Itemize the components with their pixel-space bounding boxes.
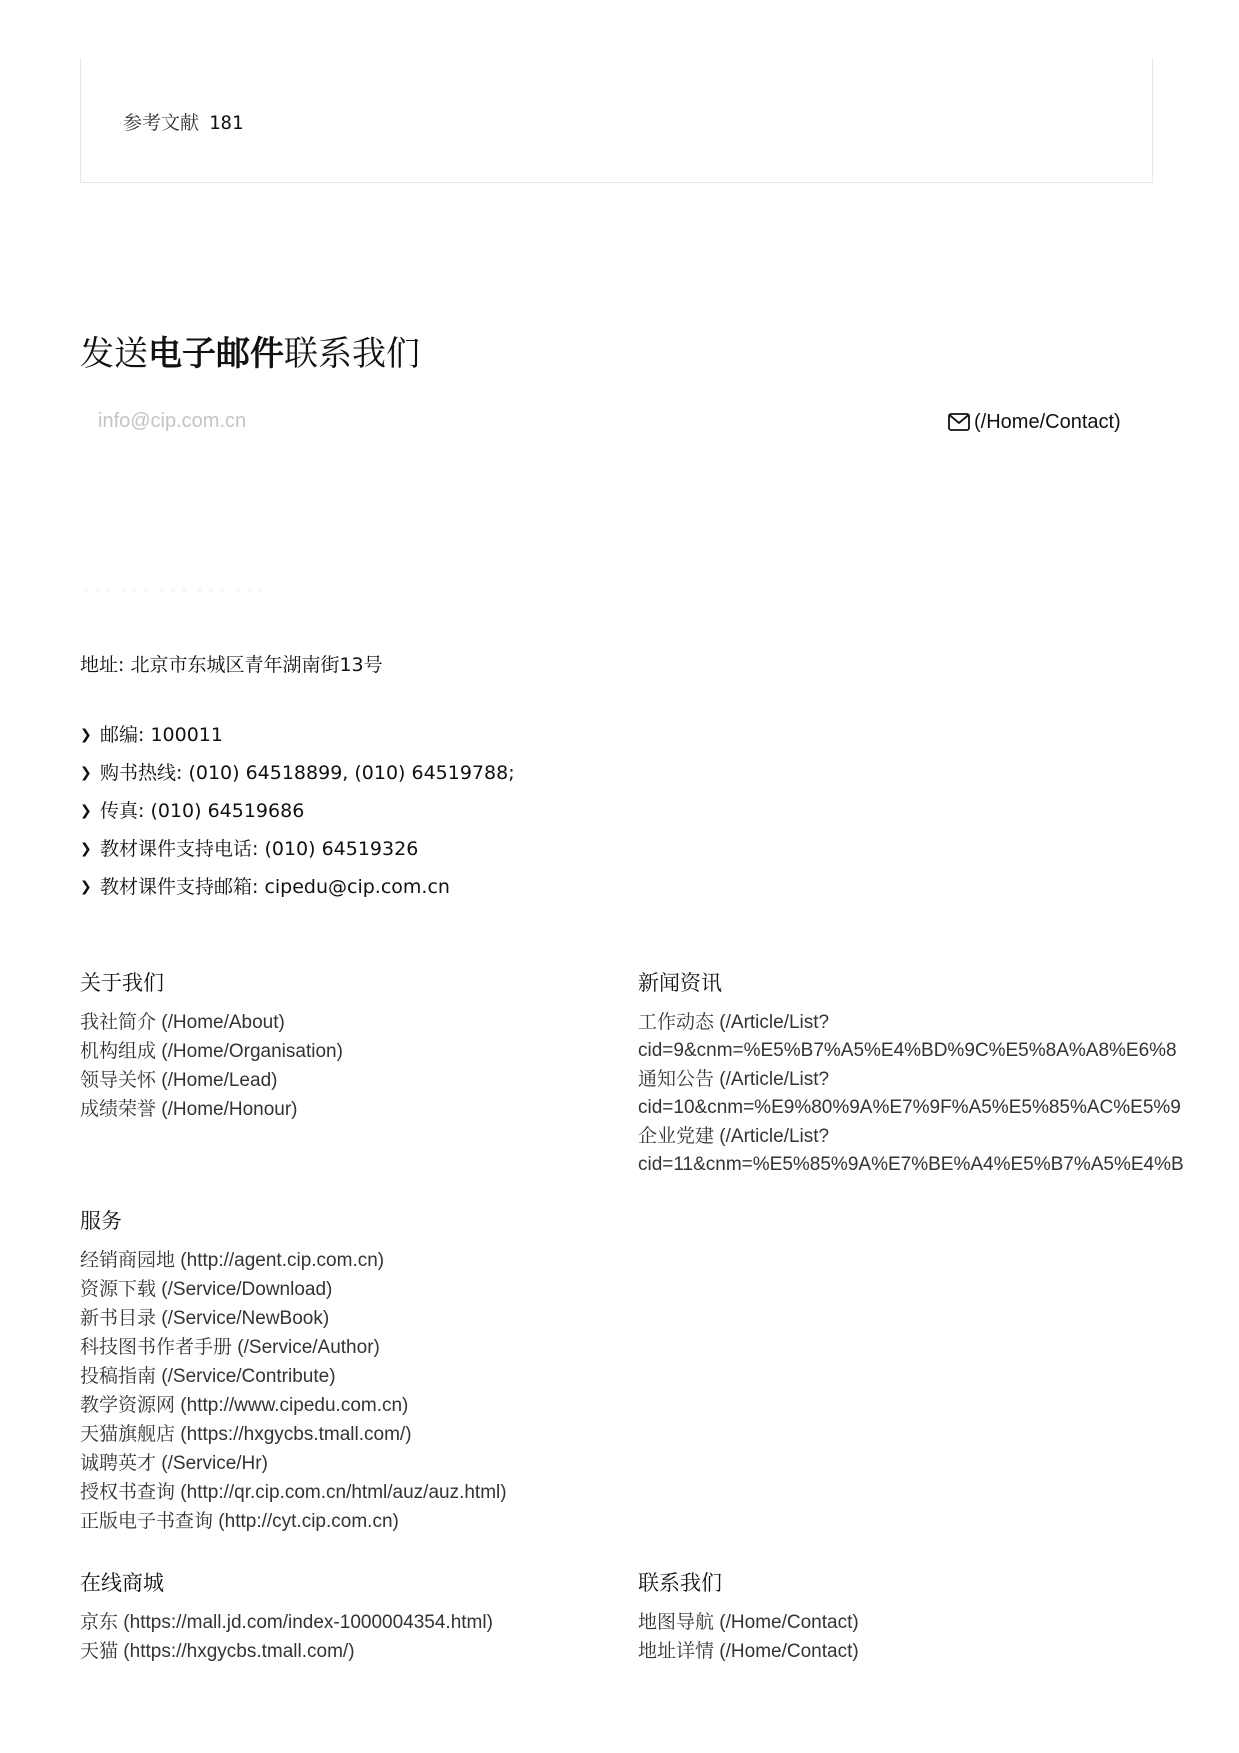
footer-services-column [80, 1206, 507, 1536]
footer-mall-column [80, 1568, 493, 1666]
footer-link-party[interactable]: 企业党建 (/Article/List? cid=11&cnm=%E5%85%9A%E7%BE%A4%E5%B7%A5%E4%B [638, 1125, 1184, 1175]
chevron-right-icon: ❯ [80, 765, 92, 781]
contact-info-list [80, 716, 515, 906]
footer-link-address-detail[interactable]: 地址详情 (/Home/Contact) [638, 1640, 859, 1662]
address-line: 地址: 北京市东城区青年湖南街13号 [80, 654, 383, 676]
envelope-icon [948, 413, 970, 431]
footer-link-tmall[interactable]: 天猫 (https://hxgycbs.tmall.com/) [80, 1640, 355, 1662]
chevron-right-icon: ❯ [80, 841, 92, 857]
contact-item-support-phone: ❯ 教材课件支持电话: (010) 64519326 [80, 830, 515, 868]
footer-mall-title: 在线商城 [80, 1571, 164, 1595]
footer-link-new-books[interactable]: 新书目录 (/Service/NewBook) [80, 1307, 330, 1329]
footer-link-lead[interactable]: 领导关怀 (/Home/Lead) [80, 1069, 278, 1091]
footer-about-title: 关于我们 [80, 971, 164, 995]
footer-link-about[interactable]: 我社简介 (/Home/About) [80, 1011, 285, 1033]
reference-page-number: 181 [209, 112, 244, 134]
footer-about-column [80, 968, 343, 1124]
reference-entry[interactable] [123, 108, 243, 135]
email-input[interactable] [88, 400, 508, 442]
email-section-title: 发送电子邮件联系我们 [80, 334, 420, 374]
footer-link-ebook-query[interactable]: 正版电子书查询 (http://cyt.cip.com.cn) [80, 1510, 399, 1532]
footer-link-work-news[interactable]: 工作动态 (/Article/List? cid=9&cnm=%E5%B7%A5%E4%BD%9C%E5%8A%A8%E6%8 [638, 1011, 1177, 1061]
reference-panel [80, 58, 1153, 183]
footer-link-author-guide[interactable]: 科技图书作者手册 (/Service/Author) [80, 1336, 380, 1358]
email-submit-link[interactable] [948, 408, 1121, 436]
footer-link-organisation[interactable]: 机构组成 (/Home/Organisation) [80, 1040, 343, 1062]
footer-link-license-query[interactable]: 授权书查询 (http://qr.cip.com.cn/html/auz/auz.html) [80, 1481, 507, 1503]
contact-item-hotline: ❯ 购书热线: (010) 64518899, (010) 64519788; [80, 754, 515, 792]
chevron-right-icon: ❯ [80, 879, 92, 895]
footer-link-honour[interactable]: 成绩荣誉 (/Home/Honour) [80, 1098, 298, 1120]
footer-link-notices[interactable]: 通知公告 (/Article/List? cid=10&cnm=%E9%80%9A%E7%9F%A5%E5%85%AC%E5%9 [638, 1068, 1181, 1118]
footer-contact-title: 联系我们 [638, 1571, 722, 1595]
footer-link-jd[interactable]: 京东 (https://mall.jd.com/index-1000004354.html) [80, 1611, 493, 1633]
contact-item-support-email: ❯ 教材课件支持邮箱: cipedu@cip.com.cn [80, 868, 515, 906]
reference-label: 参考文献 [123, 112, 200, 134]
chevron-right-icon: ❯ [80, 727, 92, 743]
footer-link-contribute[interactable]: 投稿指南 (/Service/Contribute) [80, 1365, 336, 1387]
contact-item-fax: ❯ 传真: (010) 64519686 [80, 792, 515, 830]
footer-services-title: 服务 [80, 1209, 122, 1233]
email-submit-url: (/Home/Contact) [974, 410, 1121, 433]
faded-banner: …………… [80, 562, 270, 602]
contact-item-postcode: ❯ 邮编: 100011 [80, 716, 515, 754]
footer-link-tmall-store[interactable]: 天猫旗舰店 (https://hxgycbs.tmall.com/) [80, 1423, 412, 1445]
footer-news-column [638, 968, 1238, 1179]
footer-contact-column [638, 1568, 859, 1666]
footer-link-map[interactable]: 地图导航 (/Home/Contact) [638, 1611, 859, 1633]
footer-news-title: 新闻资讯 [638, 971, 722, 995]
footer-link-teaching-resources[interactable]: 教学资源网 (http://www.cipedu.com.cn) [80, 1394, 409, 1416]
chevron-right-icon: ❯ [80, 803, 92, 819]
footer-link-careers[interactable]: 诚聘英才 (/Service/Hr) [80, 1452, 268, 1474]
footer-link-download[interactable]: 资源下载 (/Service/Download) [80, 1278, 333, 1300]
footer-link-dealer[interactable]: 经销商园地 (http://agent.cip.com.cn) [80, 1249, 385, 1271]
